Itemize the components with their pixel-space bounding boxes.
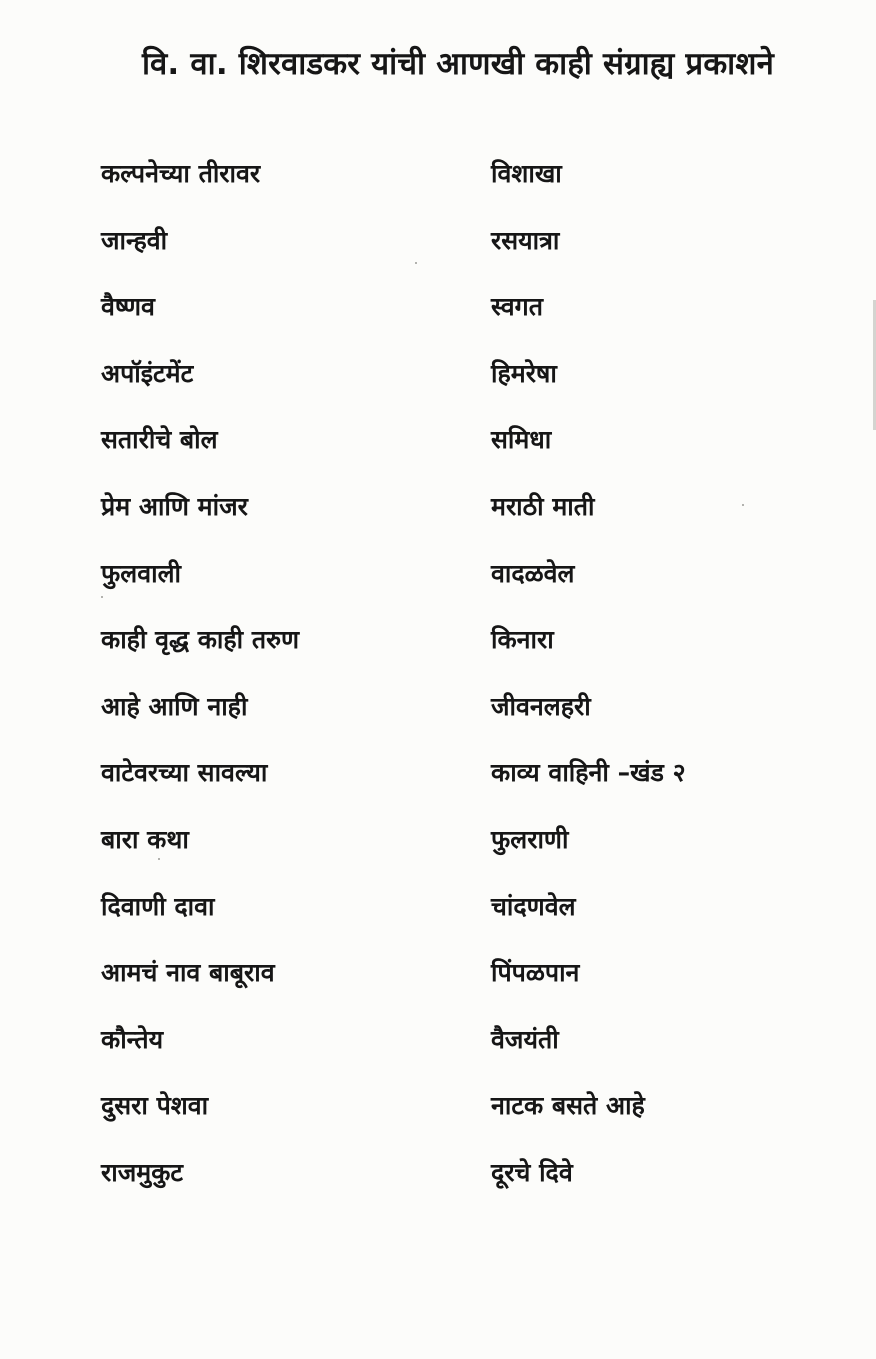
list-item: प्रेम आणि मांजर [101, 491, 248, 521]
list-item: चांदणवेल [491, 891, 576, 921]
list-item: हिमरेषा [491, 358, 557, 388]
left-title-list [101, 152, 461, 1218]
list-item: किनारा [491, 625, 554, 655]
list-item: रसयात्रा [491, 225, 560, 255]
page-title: वि. वा. शिरवाडकर यांची आणखी काही संग्राह्य प्रकाशने [141, 46, 775, 82]
list-item: आमचं नाव बाबूराव [101, 958, 275, 988]
list-item: जीवनलहरी [491, 691, 591, 721]
list-item: अपॉइंटमेंट [101, 358, 194, 388]
paper-speck [158, 858, 160, 860]
list-item: बारा कथा [101, 824, 189, 854]
right-title-list [491, 152, 851, 1218]
paper-speck [415, 262, 417, 264]
list-item: फुलराणी [491, 824, 569, 854]
list-item: मराठी माती [491, 491, 595, 521]
list-item: आहे आणि नाही [101, 691, 248, 721]
list-item: समिधा [491, 425, 552, 455]
list-item: दुसरा पेशवा [101, 1091, 209, 1121]
paper-speck [101, 596, 103, 598]
list-item: काव्य वाहिनी –खंड २ [491, 758, 686, 788]
list-item: राजमुकुट [101, 1157, 184, 1187]
list-item: फुलवाली [101, 558, 182, 588]
list-item: वैष्णव [101, 292, 155, 322]
list-item: कौन्तेय [101, 1024, 164, 1054]
list-item: विशाखा [491, 159, 562, 188]
list-item: काही वृद्ध काही तरुण [101, 625, 300, 655]
list-item: वैजयंती [491, 1024, 559, 1054]
list-item: वाटेवरच्या सावल्या [101, 758, 268, 788]
list-item: स्वगत [491, 292, 543, 322]
list-item: कल्पनेच्या तीरावर [101, 159, 261, 188]
list-item: जान्हवी [101, 225, 168, 255]
paper-speck [742, 504, 744, 506]
list-item: वादळवेल [491, 558, 575, 588]
list-item: सतारीचे बोल [101, 425, 218, 455]
list-item: नाटक बसते आहे [491, 1091, 645, 1121]
list-item: पिंपळपान [491, 958, 580, 988]
list-item: दिवाणी दावा [101, 891, 215, 921]
list-item: दूरचे दिवे [491, 1157, 573, 1187]
